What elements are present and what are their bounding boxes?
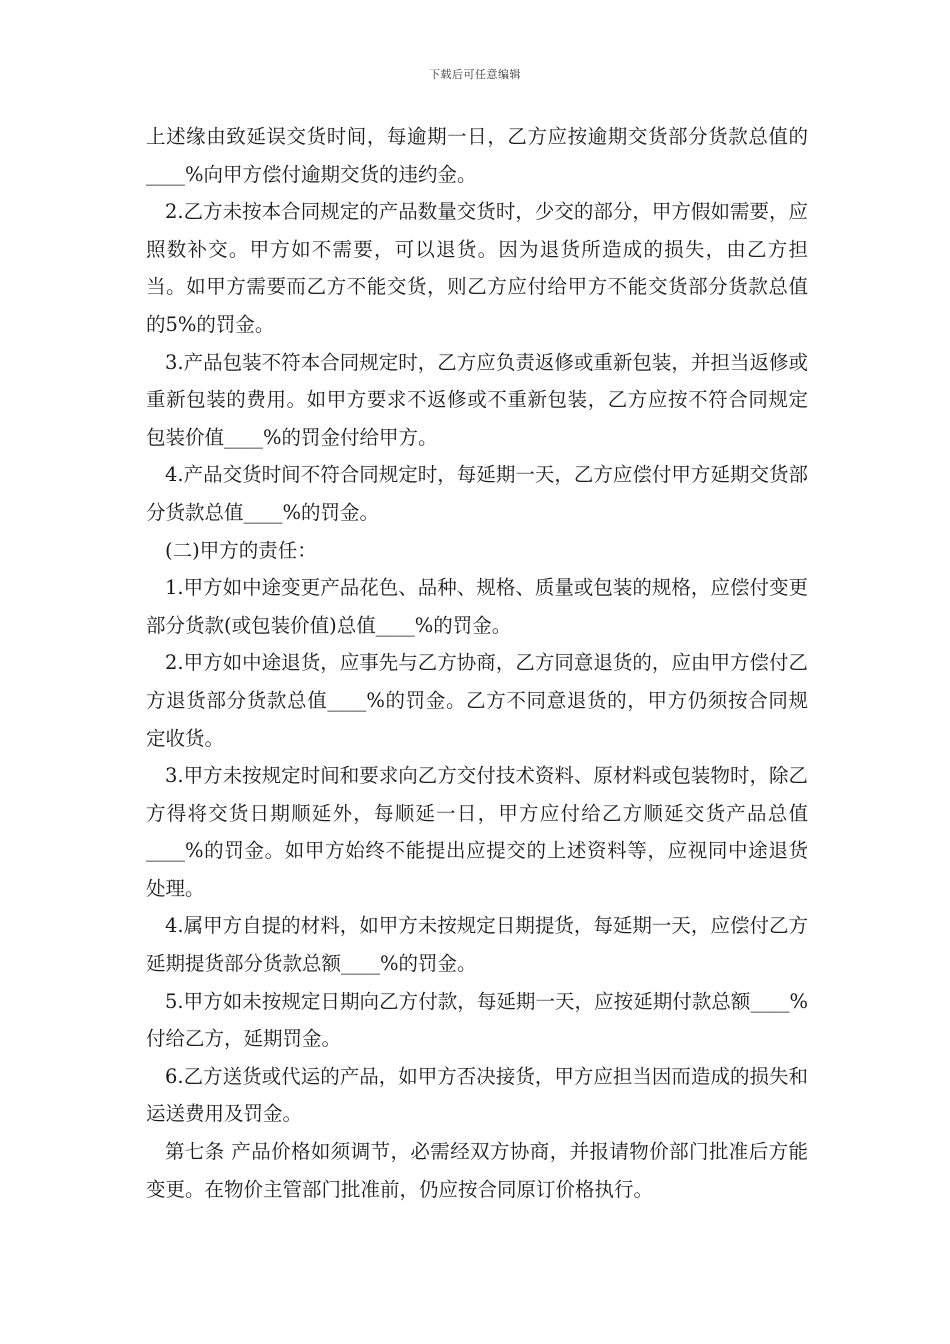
- paragraph-party-a-4: 4.属甲方自提的材料，如甲方未按规定日期提货，每延期一天，应偿付乙方延期提货部分货款总额____%的罚金。: [146, 914, 808, 976]
- paragraph-party-a-1: 1.甲方如中途变更产品花色、品种、规格、质量或包装的规格，应偿付变更部分货款(或包装价值)总值____%的罚金。: [146, 576, 808, 637]
- paragraph-party-a-2: 2.甲方如中途退货，应事先与乙方协商，乙方同意退货的，应由甲方偿付乙方退货部分货款总值____%的罚金。乙方不同意退货的，甲方仍须按合同规定收货。: [146, 651, 808, 750]
- paragraph-clause-3: 3.产品包装不符本合同规定时，乙方应负责返修或重新包装，并担当返修或重新包装的费用。如甲方要求不返修或不重新包装，乙方应按不符合同规定包装价值____%的罚金付给甲方。: [146, 350, 808, 449]
- paragraph-clause-2: 2.乙方未按本合同规定的产品数量交货时，少交的部分，甲方假如需要，应照数补交。甲方如不需要，可以退货。因为退货所造成的损失，由乙方担当。如甲方需要而乙方不能交货，则乙方应付给甲方不能交货部分货款总值的5%的罚金。: [146, 200, 808, 336]
- page-header: 下载后可任意编辑: [429, 68, 521, 81]
- paragraph-party-a-6: 6.乙方送货或代运的产品，如甲方否决接货，甲方应担当因而造成的损失和运送费用及罚金。: [146, 1064, 808, 1126]
- paragraph-continuation: 上述缘由致延误交货时间，每逾期一日，乙方应按逾期交货部分货款总值的____%向甲方偿付逾期交货的违约金。: [146, 125, 808, 186]
- paragraph-clause-4: 4.产品交货时间不符合同规定时，每延期一天，乙方应偿付甲方延期交货部分货款总值____%的罚金。: [146, 463, 808, 524]
- paragraph-article-7: 第七条 产品价格如须调节，必需经双方协商，并报请物价部门批准后方能变更。在物价主管部门批准前，仍应按合同原订价格执行。: [146, 1140, 808, 1201]
- document-body: [146, 118, 808, 1208]
- section-heading-party-a: (二)甲方的责任：: [165, 538, 317, 562]
- paragraph-party-a-5: 5.甲方如未按规定日期向乙方付款，每延期一天，应按延期付款总额____%付给乙方，延期罚金。: [146, 989, 808, 1051]
- paragraph-party-a-3: 3.甲方未按规定时间和要求向乙方交付技术资料、原材料或包装物时，除乙方得将交货日期顺延外，每顺延一日，甲方应付给乙方顺延交货产品总值____%的罚金。如甲方始终不能提出应提交的上述资料等，应视同中途退货处理。: [146, 764, 808, 900]
